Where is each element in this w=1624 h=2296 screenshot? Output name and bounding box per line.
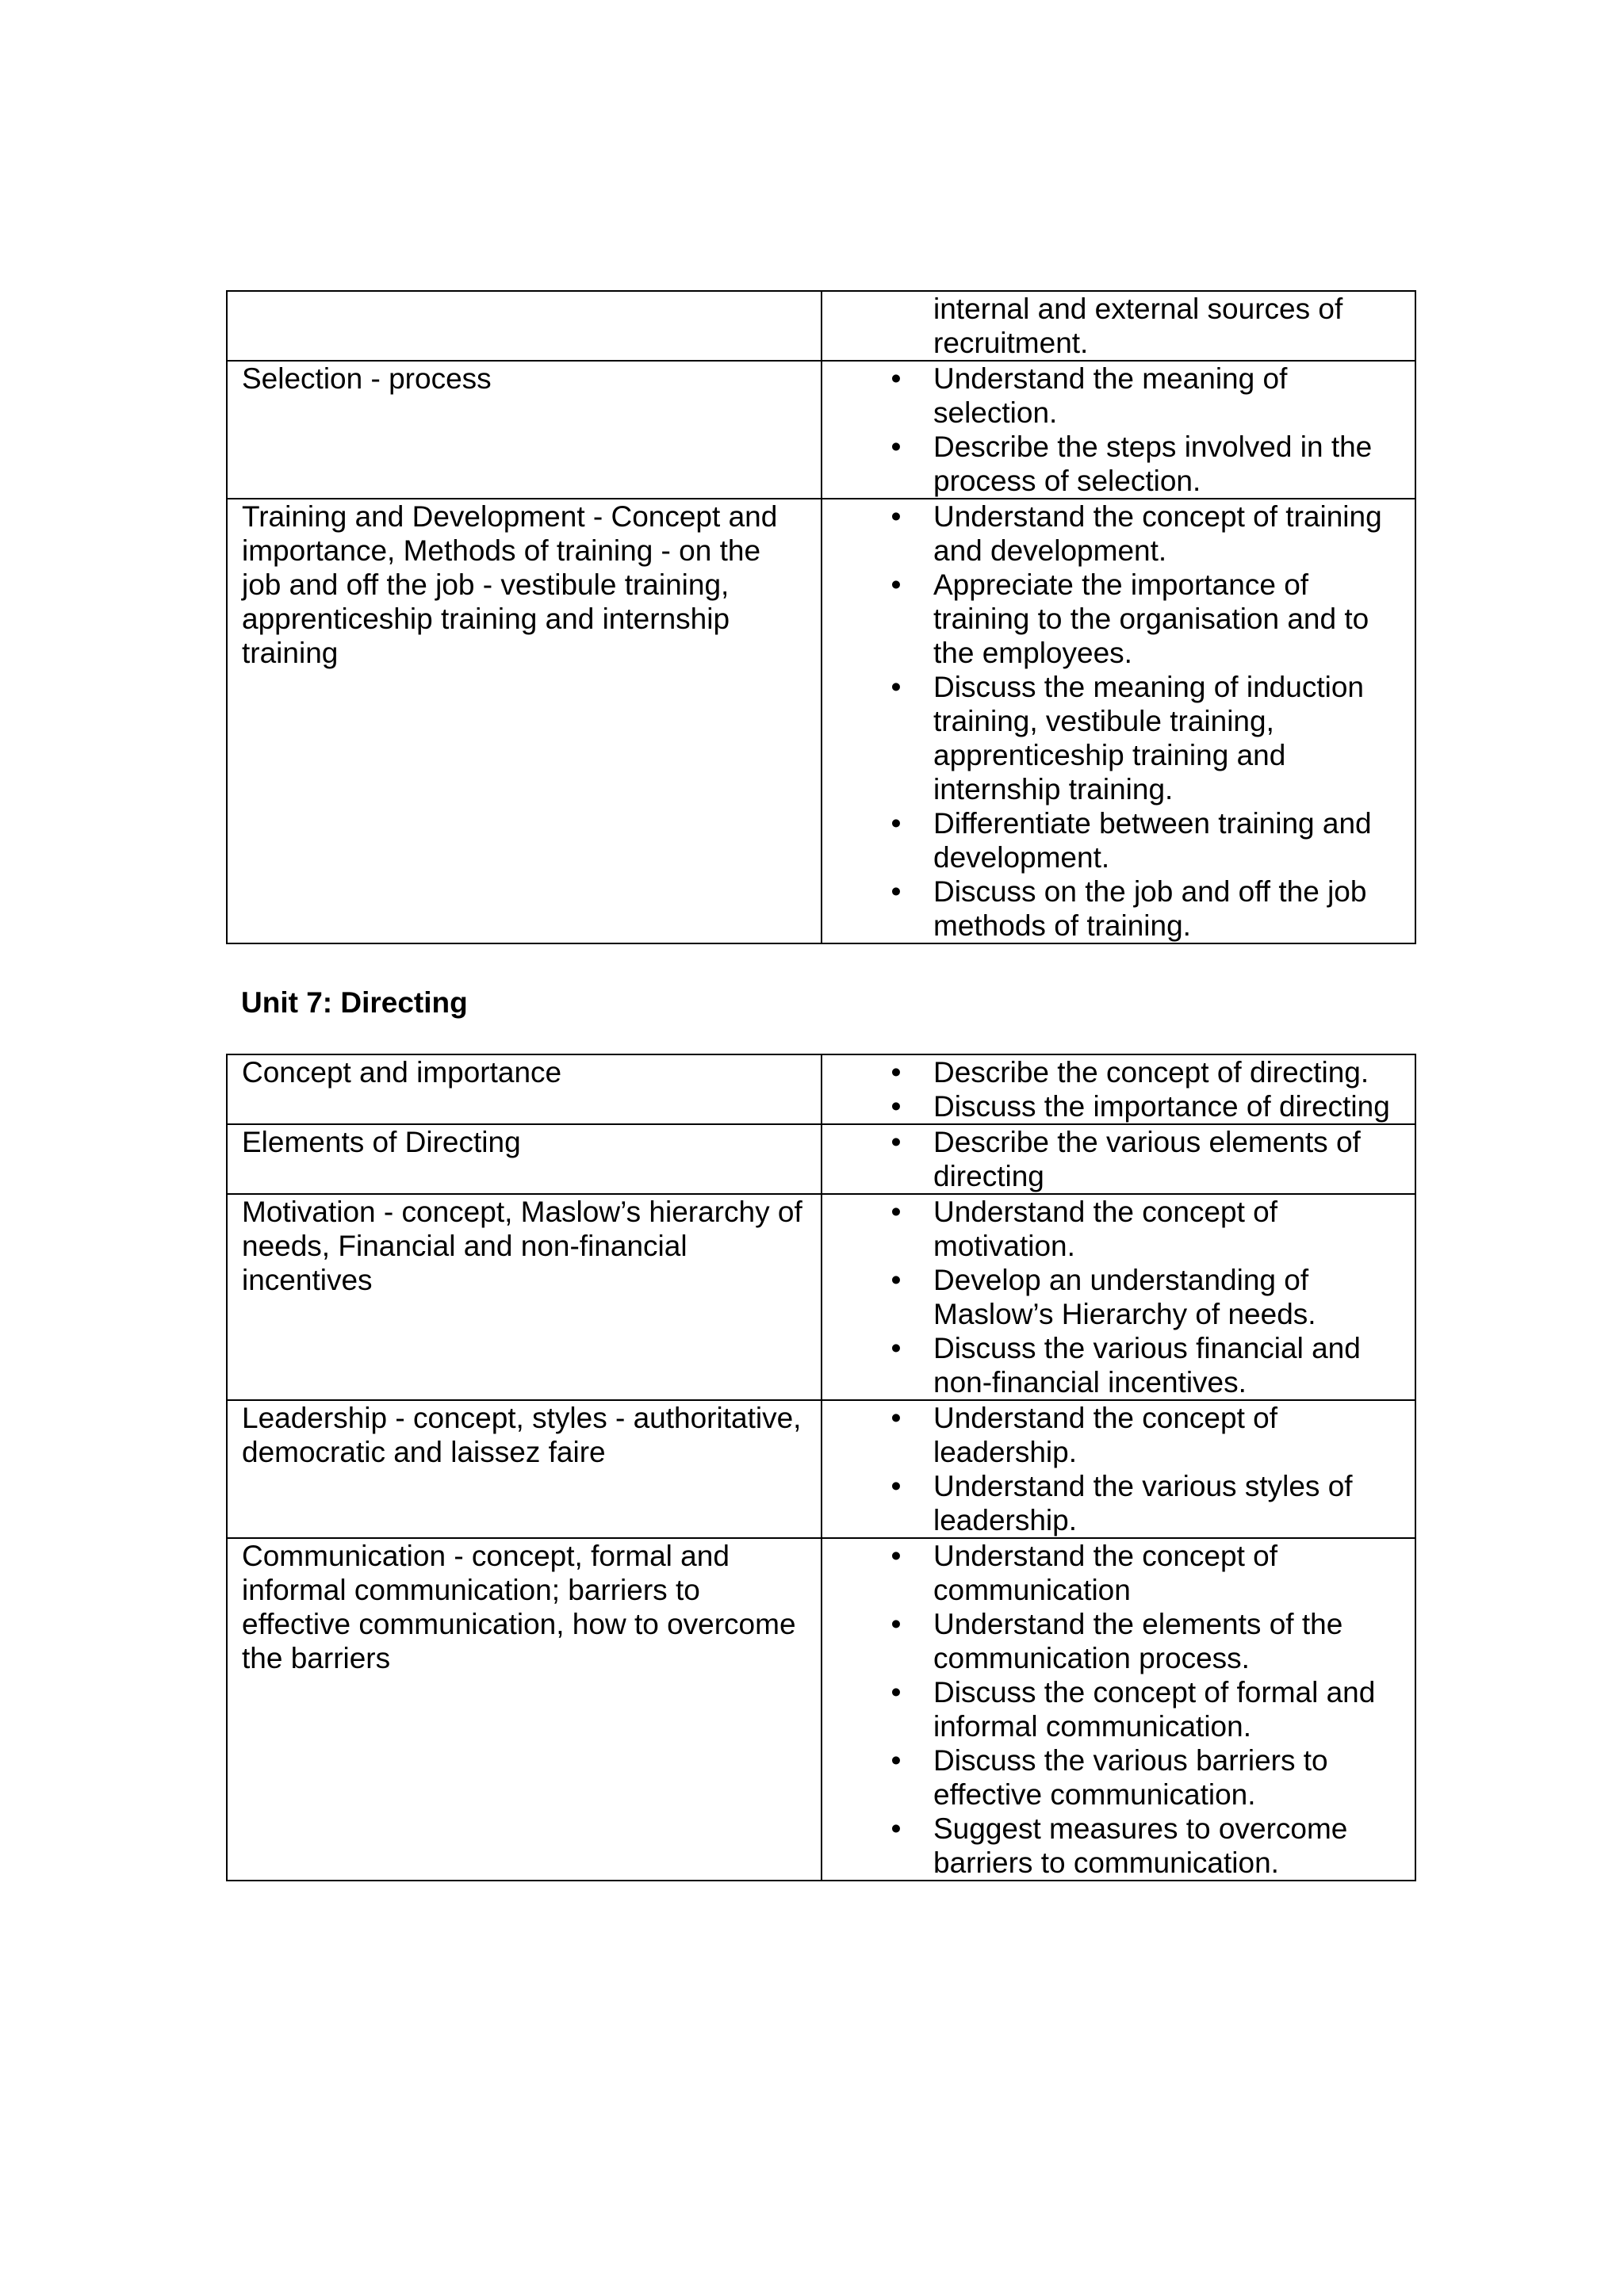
topic-text: Selection - process bbox=[242, 362, 492, 395]
topic-cell bbox=[227, 1124, 822, 1194]
topic-cell bbox=[227, 1400, 822, 1538]
list-item bbox=[822, 1743, 1415, 1812]
table-row bbox=[227, 361, 1415, 499]
topic-cell bbox=[227, 291, 822, 361]
table-row bbox=[227, 1538, 1415, 1881]
outcome-text: Discuss the concept of formal and informal communication. bbox=[933, 1676, 1376, 1743]
list-item bbox=[822, 1125, 1415, 1193]
bullet-icon: • bbox=[891, 875, 902, 908]
outcomes-list bbox=[822, 499, 1415, 943]
outcome-continuation-text: internal and external sources of recruitment. bbox=[933, 293, 1343, 359]
outcome-text: Discuss the various barriers to effective communication. bbox=[933, 1744, 1328, 1811]
table-row bbox=[227, 1400, 1415, 1538]
topic-text: Concept and importance bbox=[242, 1056, 562, 1089]
outcome-text: Discuss the importance of directing bbox=[933, 1090, 1390, 1123]
bullet-icon: • bbox=[891, 568, 902, 601]
outcomes-cell bbox=[822, 1194, 1415, 1400]
topic-text: Motivation - concept, Maslow’s hierarchy of needs, Financial and non-financial incentives bbox=[242, 1196, 802, 1296]
outcomes-cell bbox=[822, 1538, 1415, 1881]
topic-cell bbox=[227, 1538, 822, 1881]
outcomes-list bbox=[822, 1195, 1415, 1399]
list-item bbox=[822, 1089, 1415, 1123]
outcome-text: Understand the meaning of selection. bbox=[933, 362, 1288, 429]
outcome-text: Discuss the meaning of induction training, vestibule training, apprenticeship training and internship training. bbox=[933, 671, 1364, 806]
topic-text: Training and Development - Concept and importance, Methods of training - on the job and off the job - vestibule training, apprenticeship training and internship training bbox=[242, 500, 778, 669]
outcome-text: Differentiate between training and development. bbox=[933, 807, 1372, 874]
bullet-icon: • bbox=[891, 362, 902, 395]
bullet-icon: • bbox=[891, 430, 902, 463]
bullet-icon: • bbox=[891, 1332, 902, 1364]
outcome-text: Suggest measures to overcome barriers to communication. bbox=[933, 1812, 1348, 1879]
bullet-icon: • bbox=[891, 1196, 902, 1228]
outcomes-cell bbox=[822, 499, 1415, 943]
list-item bbox=[822, 1401, 1415, 1469]
bullet-icon: • bbox=[891, 1470, 902, 1502]
table-row bbox=[227, 1124, 1415, 1194]
bullet-icon: • bbox=[891, 1090, 902, 1123]
outcome-text: Describe the steps involved in the process of selection. bbox=[933, 430, 1373, 497]
bullet-icon: • bbox=[891, 1812, 902, 1845]
list-item bbox=[822, 568, 1415, 670]
list-item bbox=[822, 806, 1415, 874]
outcomes-list bbox=[822, 362, 1415, 498]
table-row bbox=[227, 499, 1415, 943]
bullet-icon: • bbox=[891, 1126, 902, 1158]
list-item bbox=[822, 1812, 1415, 1880]
outcome-text: Discuss the various financial and non-financial incentives. bbox=[933, 1332, 1361, 1399]
outcomes-cell bbox=[822, 1400, 1415, 1538]
outcomes-list bbox=[822, 1539, 1415, 1880]
outcome-text: Describe the concept of directing. bbox=[933, 1056, 1369, 1089]
topic-cell bbox=[227, 361, 822, 499]
bullet-icon: • bbox=[891, 671, 902, 703]
list-item bbox=[822, 1675, 1415, 1743]
topic-text: Communication - concept, formal and informal communication; barriers to effective communication, how to overcome the barriers bbox=[242, 1540, 796, 1674]
outcomes-cell bbox=[822, 1054, 1415, 1124]
unit-heading: Unit 7: Directing bbox=[241, 986, 468, 1019]
list-item bbox=[822, 430, 1415, 498]
table-row bbox=[227, 1194, 1415, 1400]
list-item bbox=[822, 1195, 1415, 1263]
bullet-icon: • bbox=[891, 1264, 902, 1296]
outcomes-list bbox=[822, 1125, 1415, 1193]
outcome-text: Develop an understanding of Maslow’s Hierarchy of needs. bbox=[933, 1264, 1316, 1330]
syllabus-table-staffing bbox=[226, 290, 1416, 944]
list-item bbox=[822, 670, 1415, 806]
topic-cell bbox=[227, 1194, 822, 1400]
list-item bbox=[822, 1055, 1415, 1089]
outcome-text: Discuss on the job and off the job methods of training. bbox=[933, 875, 1367, 942]
list-item bbox=[822, 1539, 1415, 1607]
outcomes-list bbox=[822, 1401, 1415, 1537]
topic-cell bbox=[227, 1054, 822, 1124]
bullet-icon: • bbox=[891, 1056, 902, 1089]
outcome-text: Understand the concept of training and development. bbox=[933, 500, 1382, 567]
outcome-text: Describe the various elements of directing bbox=[933, 1126, 1361, 1192]
list-item bbox=[822, 1469, 1415, 1537]
outcome-text: Understand the various styles of leadership. bbox=[933, 1470, 1353, 1536]
outcome-text: Understand the concept of communication bbox=[933, 1540, 1278, 1606]
outcomes-cell bbox=[822, 1124, 1415, 1194]
outcomes-cell bbox=[822, 291, 1415, 361]
bullet-icon: • bbox=[891, 1540, 902, 1572]
bullet-icon: • bbox=[891, 1744, 902, 1777]
outcomes-cell bbox=[822, 361, 1415, 499]
list-item bbox=[822, 499, 1415, 568]
outcome-text: Understand the elements of the communication process. bbox=[933, 1608, 1343, 1674]
outcome-text: Understand the concept of motivation. bbox=[933, 1196, 1278, 1262]
bullet-icon: • bbox=[891, 500, 902, 533]
syllabus-table-directing bbox=[226, 1054, 1416, 1881]
topic-cell bbox=[227, 499, 822, 943]
list-item bbox=[822, 362, 1415, 430]
topic-text: Elements of Directing bbox=[242, 1126, 521, 1158]
list-item bbox=[822, 1607, 1415, 1675]
bullet-icon: • bbox=[891, 1402, 902, 1434]
outcomes-list bbox=[822, 1055, 1415, 1123]
list-item bbox=[822, 1331, 1415, 1399]
bullet-icon: • bbox=[891, 1608, 902, 1640]
list-item bbox=[822, 1263, 1415, 1331]
outcome-text: Understand the concept of leadership. bbox=[933, 1402, 1278, 1468]
topic-text: Leadership - concept, styles - authoritative, democratic and laissez faire bbox=[242, 1402, 802, 1468]
bullet-icon: • bbox=[891, 1676, 902, 1709]
bullet-icon: • bbox=[891, 807, 902, 840]
list-item bbox=[822, 874, 1415, 943]
outcome-text: Appreciate the importance of training to the organisation and to the employees. bbox=[933, 568, 1369, 669]
table-row bbox=[227, 291, 1415, 361]
table-row bbox=[227, 1054, 1415, 1124]
